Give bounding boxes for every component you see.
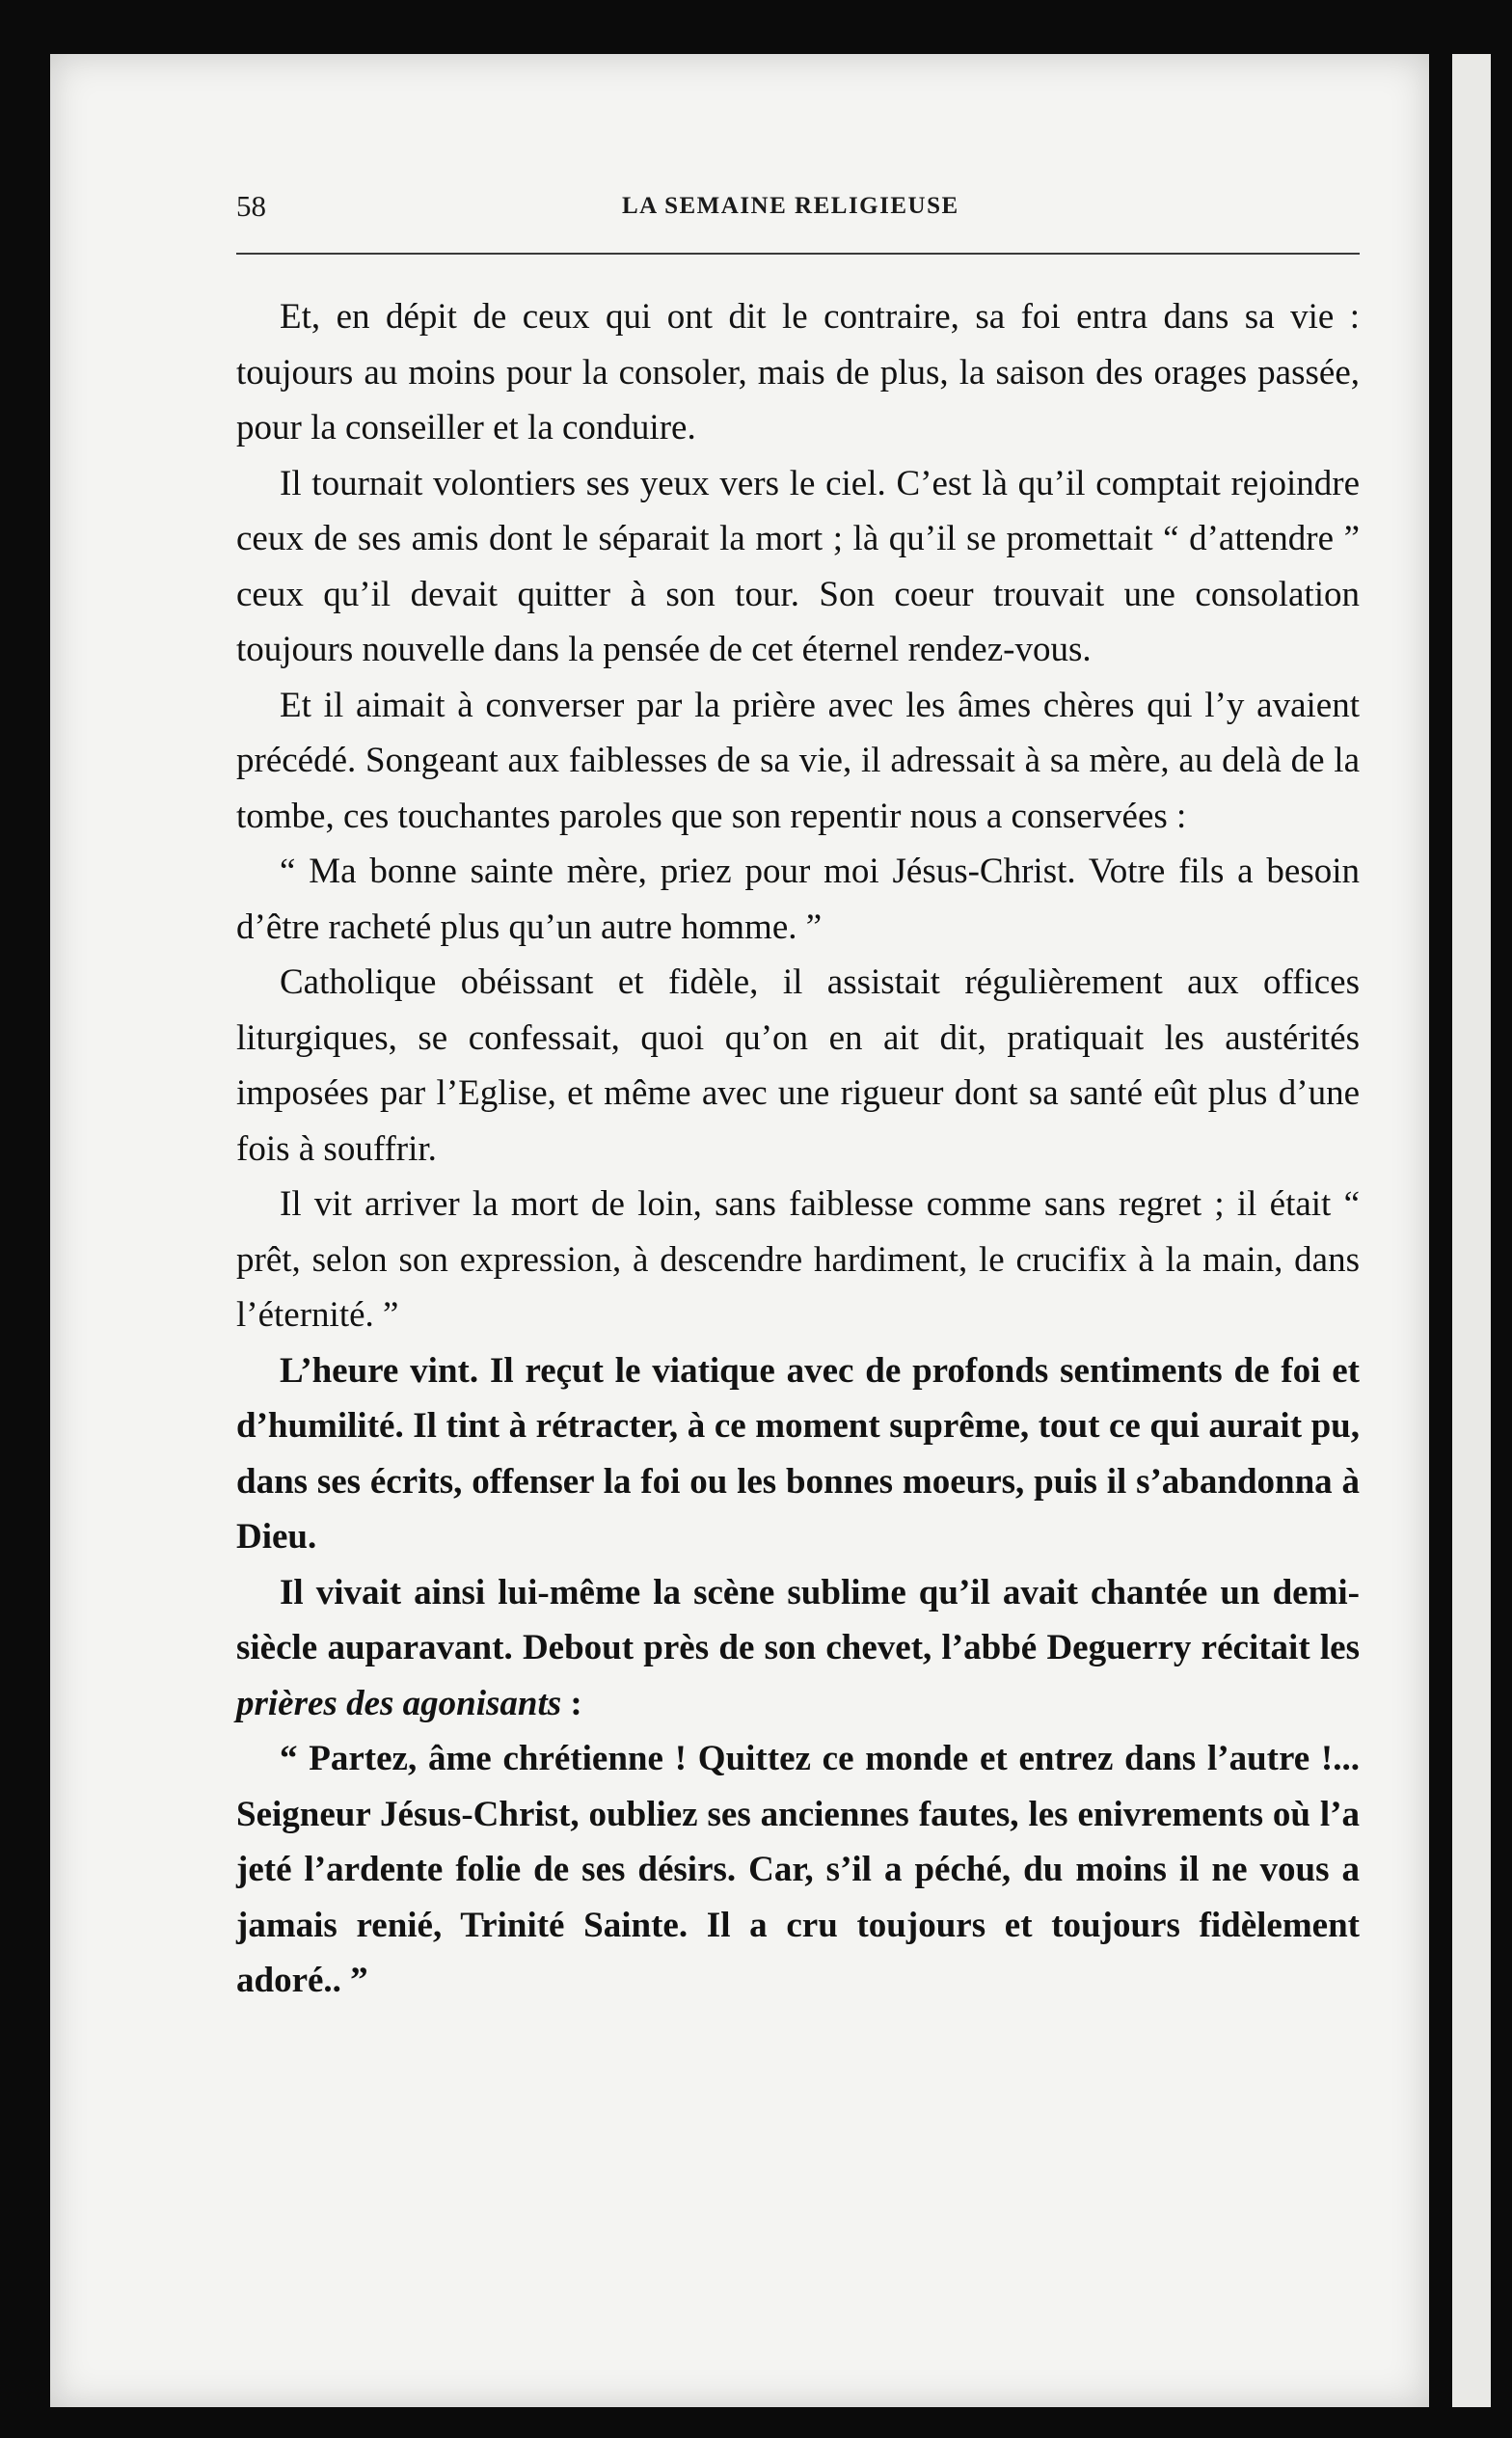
paragraph bbox=[236, 1565, 1360, 1732]
adjacent-page-edge bbox=[1452, 54, 1491, 2407]
running-title: LA SEMAINE RELIGIEUSE bbox=[622, 193, 959, 219]
paragraph: Catholique obéissant et fidèle, il assistait régulièrement aux offices liturgiques, se confessait, quoi qu’on en ait dit, pratiquait les austérités imposées par l’Eglise, et même avec une rigueur dont sa santé eût plus d’une fois à souffrir. bbox=[236, 962, 1360, 1169]
paragraph: Et, en dépit de ceux qui ont dit le contraire, sa foi entra dans sa vie : toujours au moins pour la consoler, mais de plus, la saison des orages passée, pour la conseiller et la conduire. bbox=[236, 297, 1360, 447]
paragraph: Et il aimait à converser par la prière avec les âmes chères qui l’y avaient précédé. Songeant aux faiblesses de sa vie, il adressait à sa mère, au delà de la tombe, ces touchantes paroles que son repentir nous a conservées : bbox=[236, 685, 1360, 836]
paragraph: L’heure vint. Il reçut le viatique avec de profonds sentiments de foi et d’humilité. Il tint à rétracter, à ce moment suprême, tout ce qui aurait pu, dans ses écrits, offenser la foi ou les bonnes moeurs, puis il s’abandonna à Dieu. bbox=[236, 1350, 1360, 1557]
italic-title: prières des agonisants bbox=[236, 1683, 562, 1723]
page-number: 58 bbox=[236, 189, 266, 223]
paragraph-text-after: : bbox=[561, 1683, 582, 1723]
paragraph: Il vit arriver la mort de loin, sans faiblesse comme sans regret ; il était “ prêt, selon son expression, à descendre hardiment, le crucifix à la main, dans l’éternité. ” bbox=[236, 1184, 1360, 1335]
paragraph-text-before: Il vivait ainsi lui-même la scène sublime qu’il avait chantée un demi-siècle auparavant. Debout près de son chevet, l’abbé Deguerry récitait les bbox=[236, 1572, 1360, 1667]
page-header bbox=[236, 189, 1360, 247]
article-body bbox=[236, 289, 1360, 2009]
quote-paragraph: “ Ma bonne sainte mère, priez pour moi Jésus-Christ. Votre fils a besoin d’être racheté plus qu’un autre homme. ” bbox=[236, 852, 1360, 947]
header-rule bbox=[236, 253, 1360, 255]
quote-paragraph: “ Partez, âme chrétienne ! Quittez ce monde et entrez dans l’autre !... Seigneur Jésus-Christ, oubliez ses anciennes fautes, les enivrements où l’a jeté l’ardente folie de ses désirs. Car, s’il a péché, du moins il ne vous a jamais renié, Trinité Sainte. Il a cru toujours et toujours fidèlement adoré.. ” bbox=[236, 1739, 1360, 2000]
paragraph: Il tournait volontiers ses yeux vers le ciel. C’est là qu’il comptait rejoindre ceux de ses amis dont le séparait la mort ; là qu’il se promettait “ d’attendre ” ceux qu’il devait quitter à son tour. Son coeur trouvait une consolation toujours nouvelle dans la pensée de cet éternel rendez-vous. bbox=[236, 463, 1360, 669]
